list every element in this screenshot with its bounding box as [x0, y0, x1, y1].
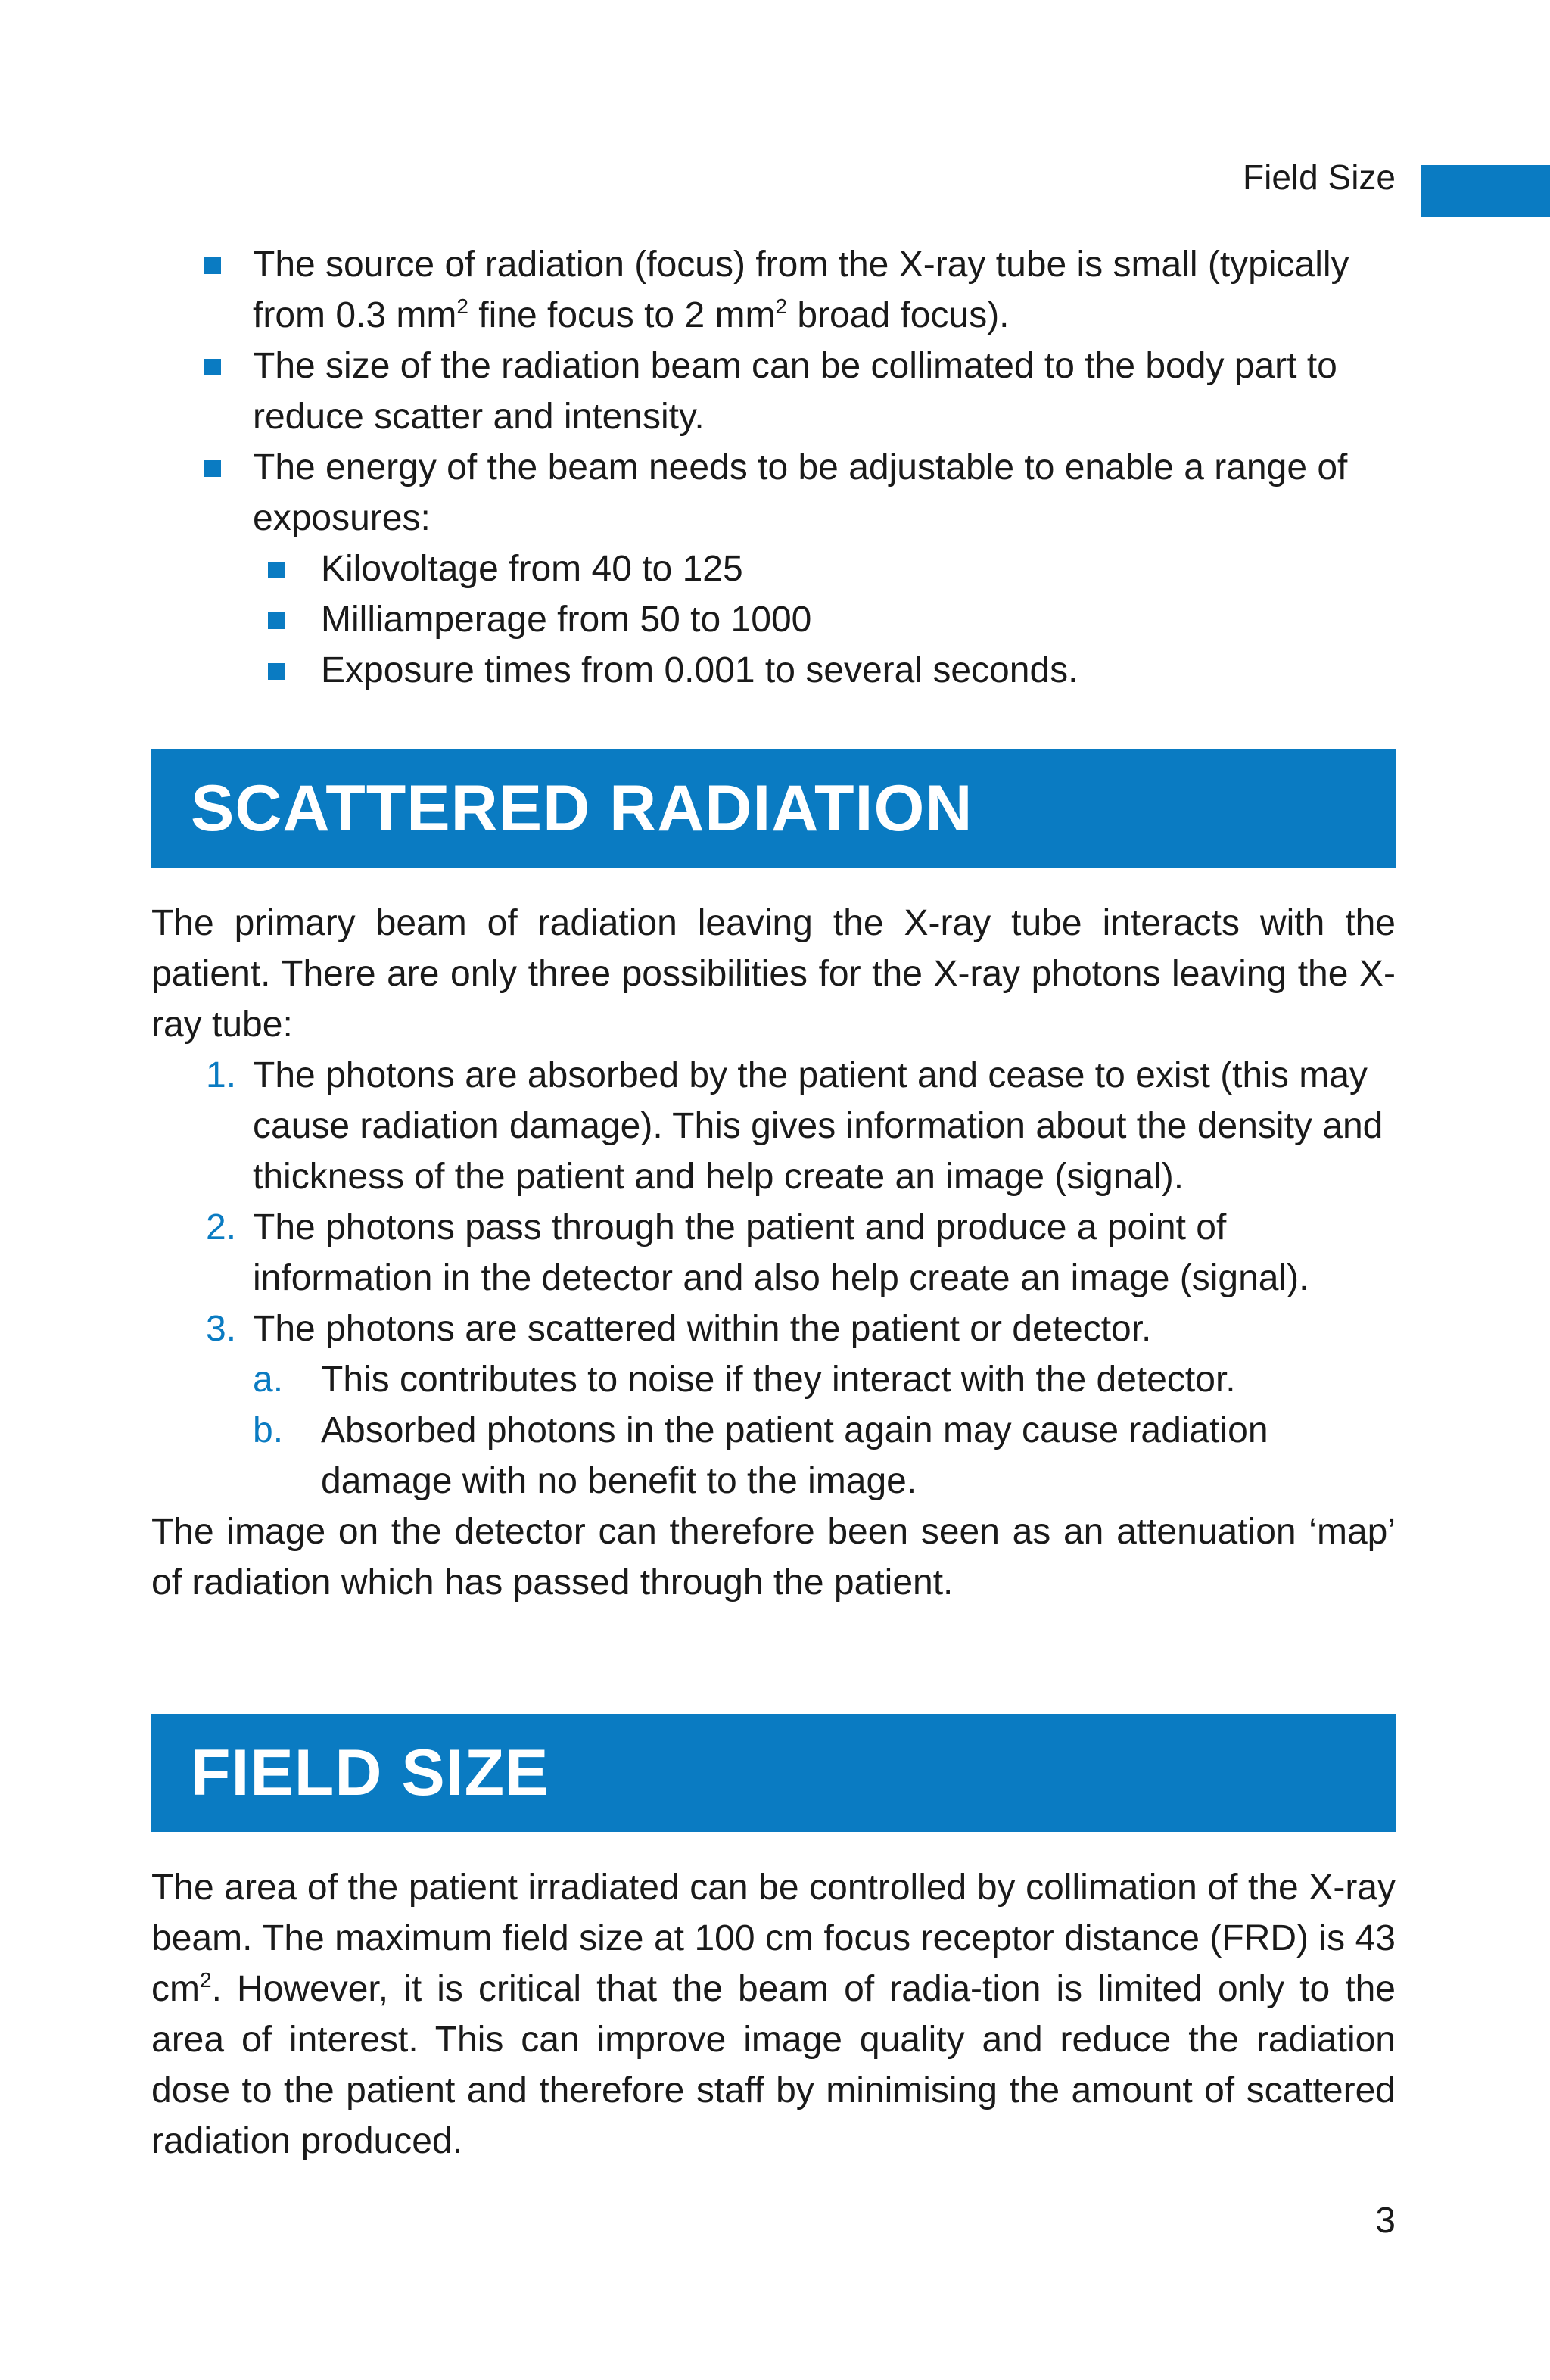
item-number: 1.: [206, 1055, 237, 1095]
paragraph: The area of the patient irradiated can be controlled by collimation of the X-ray beam. The maximum field size at 100 cm focus receptor distance (FRD) is 43 $cm^2$. However, it is critical that the beam of radia-tion is limited only to the area of interest. This can improve image quality and reduce the radiation dose to the patient and therefore staff by minimising the amount of scattered radiation produced.: [151, 1868, 1396, 2161]
sub-list-item: [151, 544, 1396, 594]
sub-list-item: [151, 645, 1396, 696]
lettered-item: [151, 1354, 1396, 1405]
paragraph: The image on the detector can therefore been seen as an attenuation ‘map’ of radiation which has passed through the patient.: [151, 1512, 1396, 1603]
square-bullet-icon: [268, 562, 285, 578]
item-text: The photons are scattered within the patient or detector.: [253, 1309, 1152, 1349]
item-letter: a.: [253, 1360, 284, 1400]
section-banner-scattered-radiation: [151, 749, 1396, 868]
item-letter: b.: [253, 1410, 284, 1450]
lettered-item: [151, 1405, 1396, 1506]
numbered-item: [151, 1304, 1396, 1354]
paragraph: The primary beam of radiation leaving the X-ray tube interacts with the patient. There are only three possibilities for the X-ray photons leaving the X-ray tube:: [151, 903, 1396, 1045]
square-bullet-icon: [268, 663, 285, 680]
sub-bullet-text: Kilovoltage from 40 to 125: [321, 549, 743, 589]
section-heading: SCATTERED RADIATION: [191, 772, 973, 845]
section-banner-field-size: [151, 1714, 1396, 1832]
sub-list-item: [151, 594, 1396, 645]
list-item: [151, 442, 1396, 544]
scattered-radiation-body: [151, 898, 1396, 1608]
square-bullet-icon: [204, 460, 221, 477]
intro-bullet-list: [151, 239, 1396, 696]
item-text: The photons pass through the patient and produce a point of information in the detector and also help create an image (signal).: [253, 1207, 1309, 1298]
section-heading: FIELD SIZE: [191, 1737, 549, 1809]
sub-bullet-text: Exposure times from 0.001 to several seconds.: [321, 650, 1078, 690]
item-text: The photons are absorbed by the patient and cease to exist (this may cause radiation damage). This gives information about the density and thickness of the patient and help create an image (signal).: [253, 1055, 1383, 1197]
page-number: 3: [1375, 2201, 1396, 2241]
item-number: 3.: [206, 1309, 237, 1349]
chapter-thumb-tab: [1421, 165, 1550, 217]
bullet-text: The source of radiation (focus) from the X-ray tube is small (typically from 0.3 $mm^2$ fine focus to 2 $mm^2$ broad focus).: [253, 245, 1349, 335]
bullet-text: The energy of the beam needs to be adjustable to enable a range of exposures:: [253, 447, 1348, 538]
sub-bullet-text: Milliamperage from 50 to 1000: [321, 600, 812, 640]
item-text: This contributes to noise if they interact with the detector.: [321, 1360, 1236, 1400]
numbered-item: [151, 1050, 1396, 1202]
bullet-text: The size of the radiation beam can be collimated to the body part to reduce scatter and intensity.: [253, 346, 1337, 437]
numbered-item: [151, 1202, 1396, 1304]
square-bullet-icon: [204, 257, 221, 274]
list-item: [151, 239, 1396, 341]
list-item: [151, 341, 1396, 442]
field-size-body: [151, 1862, 1396, 2167]
square-bullet-icon: [204, 359, 221, 375]
square-bullet-icon: [268, 612, 285, 629]
item-number: 2.: [206, 1207, 237, 1248]
item-text: Absorbed photons in the patient again may cause radiation damage with no benefit to the image.: [321, 1410, 1268, 1501]
running-head: Field Size: [1243, 157, 1396, 197]
